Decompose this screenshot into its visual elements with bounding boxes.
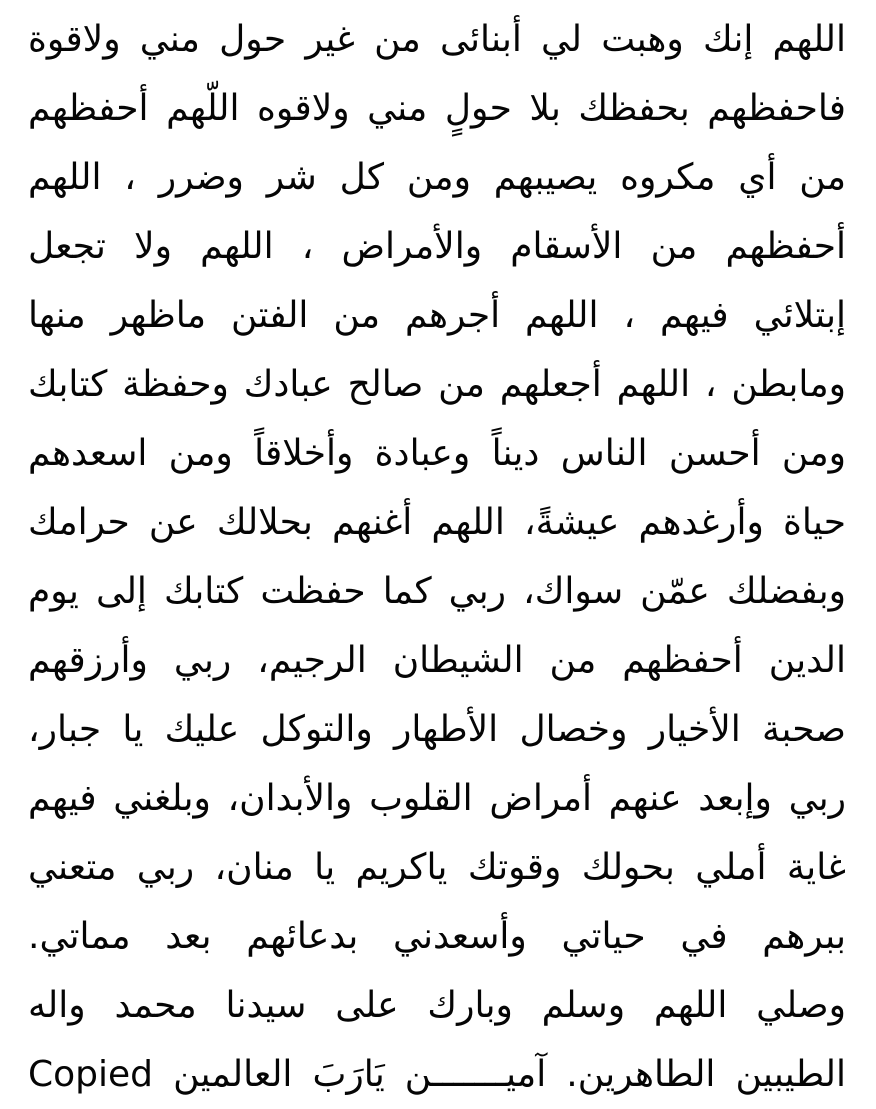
- text-line-2: فاحفظهم بحفظك بلا حولٍ مني ولاقوه اللّهم أحفظهم: [28, 88, 846, 129]
- text-line-6: ومابطن ، اللهم أجعلهم من صالح عبادك وحفظة كتابك: [28, 364, 846, 405]
- text-line-1: اللهم إنك وهبت لي أبنائى من غير حول مني ولاقوة: [28, 19, 846, 60]
- text-line-11: صحبة الأخيار وخصال الأطهار والتوكل عليك يا جبار،: [28, 709, 846, 750]
- text-line-5: إبتلائي فيهم ، اللهم أجرهم من الفتن ماظهر منها: [28, 295, 846, 336]
- text-line-8: حياة وأرغدهم عيشةً، اللهم أغنهم بحلالك عن حرامك: [28, 502, 846, 543]
- prayer-text: [28, 5, 846, 1109]
- text-line-16: الطيبين الطاهرين. آميـــــــن يَارَبَ العالمين Copied: [28, 1054, 846, 1095]
- text-line-12: ربي وإبعد عنهم أمراض القلوب والأبدان، وبلغني فيهم: [28, 778, 846, 819]
- text-line-15: وصلي اللهم وسلم وبارك على سيدنا محمد واله: [28, 985, 846, 1026]
- text-line-9: وبفضلك عمّن سواك، ربي كما حفظت كتابك إلى يوم: [28, 571, 846, 612]
- text-line-3: من أي مكروه يصيبهم ومن كل شر وضرر ، اللهم: [28, 157, 846, 198]
- text-line-13: غاية أملي بحولك وقوتك ياكريم يا منان، ربي متعني: [28, 847, 846, 888]
- text-line-14: ببرهم في حياتي وأسعدني بدعائهم بعد مماتي.: [28, 916, 846, 957]
- text-line-4: أحفظهم من الأسقام والأمراض ، اللهم ولا تجعل: [28, 226, 846, 267]
- text-line-7: ومن أحسن الناس ديناً وعبادة وأخلاقاً ومن اسعدهم: [28, 433, 846, 474]
- text-line-10: الدين أحفظهم من الشيطان الرجيم، ربي وأرزقهم: [28, 640, 846, 681]
